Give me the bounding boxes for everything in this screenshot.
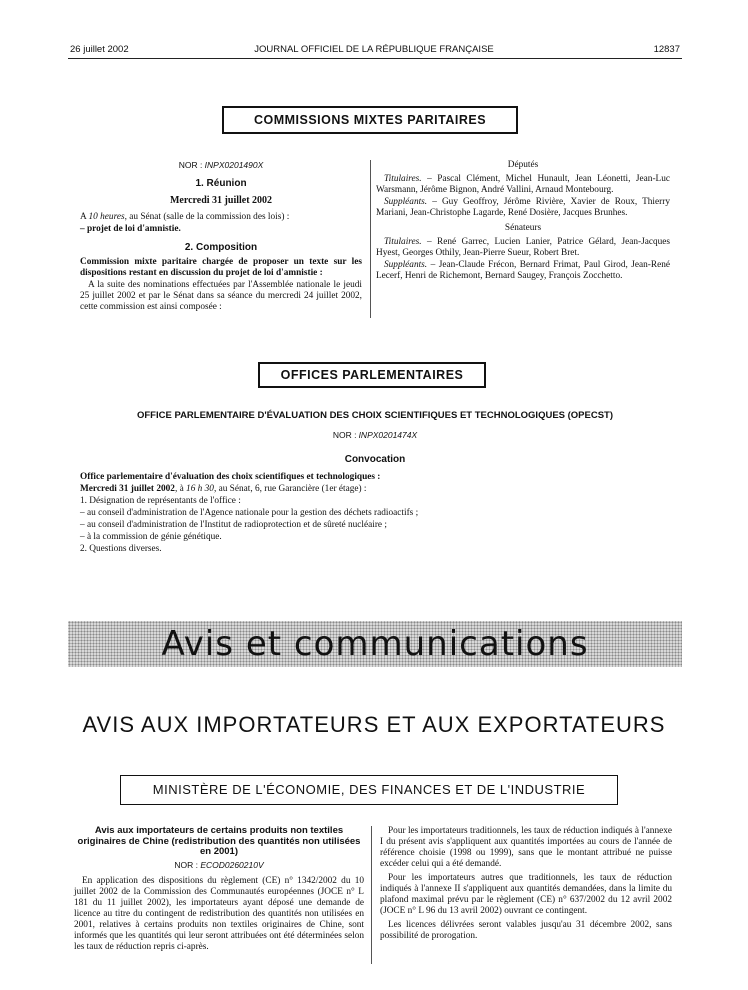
convocation-date: Mercredi 31 juillet 2002, à 16 h 30, au Sénat, 6, rue Garancière (1er étage) : (80, 484, 367, 494)
opecst-heading: OFFICE PARLEMENTAIRE D'ÉVALUATION DES CHOIX SCIENTIFIQUES ET TECHNOLOGIQUES (OPECST) (136, 410, 614, 421)
section-title-offices (258, 362, 486, 388)
cmp-composition-bold: Commission mixte paritaire chargée de proposer un texte sur les dispositions restant en discussion du projet de loi d'amnistie : (80, 257, 362, 278)
ministere-text: MINISTÈRE DE L'ÉCONOMIE, DES FINANCES ET DE L'INDUSTRIE (152, 782, 586, 798)
cmp-right-column (376, 160, 670, 283)
deputes-heading: Députés (507, 160, 539, 170)
avis-nor: NOR : ECOD0260210V (174, 859, 264, 870)
ministere-box (120, 775, 618, 805)
avis-importateurs-title: AVIS AUX IMPORTATEURS ET AUX EXPORTATEURS (82, 712, 666, 737)
cmp-composition-heading: 2. Composition (184, 242, 258, 253)
offices-title-text: OFFICES PARLEMENTAIRES (280, 367, 464, 382)
agenda-item: 1. Désignation de représentants de l'office : (80, 496, 241, 506)
cmp-reunion-place: A 10 heures, au Sénat (salle de la commission des lois) : (80, 212, 290, 222)
agenda-item: 2. Questions diverses. (80, 544, 162, 554)
cmp-composition-text: A la suite des nominations effectuées par l'Assemblée nationale le jeudi 25 juillet 2002 et par le Sénat dans sa séance du mercredi 24 juillet 2002, cette commission est ainsi composée : (80, 280, 362, 312)
convocation-office: Office parlementaire d'évaluation des choix scientifiques et technologiques : (80, 472, 381, 482)
avis-paragraph: Les licences délivrées seront valables jusqu'au 31 décembre 2002, sans possibilité de prorogation. (380, 920, 672, 941)
header-page-number: 12837 (653, 44, 680, 55)
avis-paragraph: Pour les importateurs traditionnels, les taux de réduction indiqués à l'annexe I du présent avis s'appliquent aux quantités importées au cours de l'année de référence choisie (1998 ou 1999), sans que le montant attribué ne puisse excéder celui qui a été demandé. (380, 826, 672, 869)
cmp-reunion-project: – projet de loi d'amnistie. (80, 224, 181, 234)
avis-right-column (380, 826, 672, 943)
convocation-heading: Convocation (344, 454, 406, 465)
banner-text: Avis et communications (161, 623, 589, 664)
agenda-item: – au conseil d'administration de l'Agence nationale pour la gestion des déchets radioactifs ; (80, 508, 419, 518)
agenda-item: – au conseil d'administration de l'Institut de radioprotection et de sûreté nucléaire ; (80, 520, 387, 530)
avis-left-column (74, 826, 364, 954)
senateurs-heading: Sénateurs (504, 223, 542, 233)
convocation-body (80, 472, 670, 556)
header-rule (68, 58, 682, 59)
section-title-cmp (222, 106, 518, 134)
senateurs-titulaires: Titulaires. – René Garrec, Lucien Lanier, Patrice Gélard, Jean-Jacques Hyest, Georges Othily, Jean-Pierre Sueur, Robert Bret. (376, 237, 670, 258)
cmp-title-text: COMMISSIONS MIXTES PARITAIRES (253, 112, 487, 127)
avis-paragraph: Pour les importateurs autres que traditionnels, les taux de réduction indiqués à l'annexe II s'appliquent aux quantités demandées, dans la limite du plafond maximal prévu par le règlement (CE) n° 637/2002 du 12 avril 2002 (JOCE n° L 96 du 13 avril 2002) ouvrant ce contingent. (380, 873, 672, 916)
opecst-nor: NOR : INPX0201474X (332, 430, 418, 440)
senateurs-suppleants: Suppléants. – Jean-Claude Frécon, Bernard Frimat, Paul Girod, Jean-René Lecerf, Henri de Richemont, Bernard Saugey, François Zocchetto. (376, 260, 670, 281)
cmp-nor: NOR : INPX0201490X (178, 160, 264, 170)
agenda-item: – à la commission de génie génétique. (80, 532, 222, 542)
cmp-reunion-date: Mercredi 31 juillet 2002 (169, 195, 273, 206)
column-divider (370, 160, 371, 318)
cmp-reunion-heading: 1. Réunion (195, 178, 247, 189)
column-divider-avis (371, 826, 372, 964)
header-journal: JOURNAL OFFICIEL DE LA RÉPUBLIQUE FRANÇAISE (254, 44, 494, 55)
deputes-suppleants: Suppléants. – Guy Geoffroy, Jérôme Rivière, Xavier de Roux, Thierry Mariani, Jean-Christophe Lagarde, René Dosière, Jacques Brunhes. (376, 197, 670, 218)
avis-heading: Avis aux importateurs de certains produits non textiles originaires de Chine (redistribution des quantités non utilisées en 2001) (77, 825, 361, 857)
header-date: 26 juillet 2002 (70, 44, 129, 55)
avis-communications-banner (68, 621, 682, 667)
cmp-left-column (80, 160, 362, 314)
deputes-titulaires: Titulaires. – Pascal Clément, Michel Hunault, Jean Léonetti, Jean-Luc Warsmann, Jérôme Bignon, André Vallini, Arnaud Montebourg. (376, 174, 670, 195)
avis-paragraph: En application des dispositions du règlement (CE) n° 1342/2002 du 10 juillet 2002 de la Commission des Communautés européennes (JOCE n° L 181 du 11 juillet 2002), les importateurs ayant déposé une demande de licence au titre du contingent de redistribution des quantités non utilisées en 2001, relatives à certains produits non textiles originaires de Chine, sont informés que les quantités qui leur seront attribuées ont été déterminées selon les taux de réduction repris ci-après. (74, 875, 364, 952)
